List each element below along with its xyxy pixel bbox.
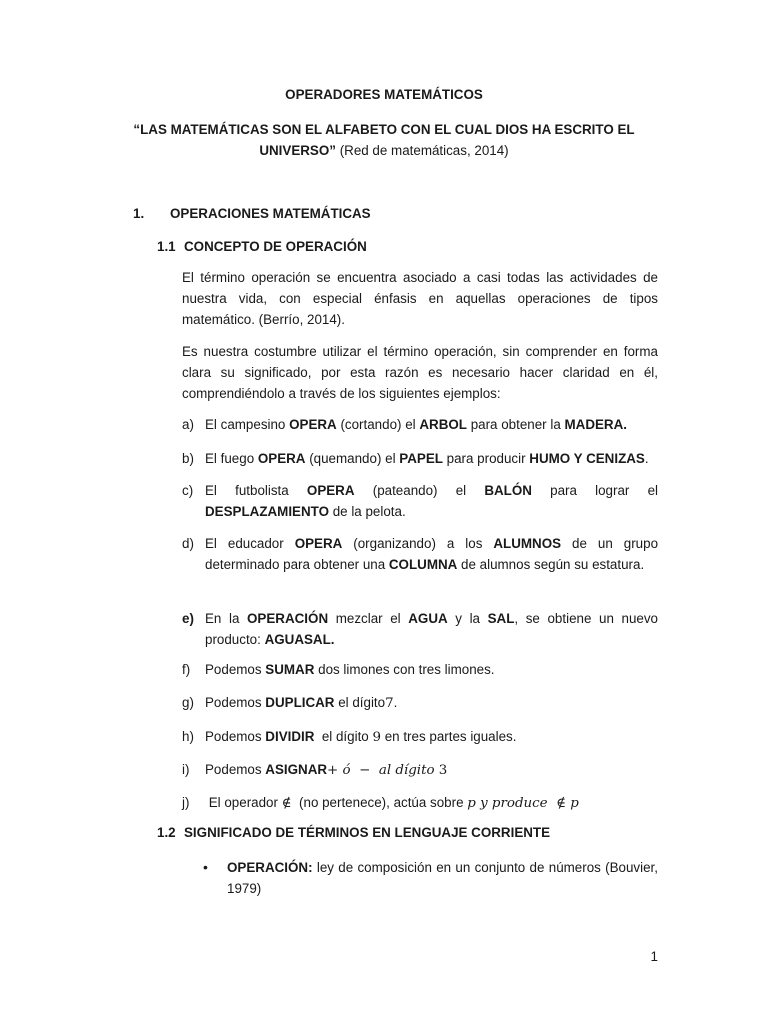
epigraph-universo: UNIVERSO” xyxy=(259,143,336,158)
paragraph-2: Es nuestra costumbre utilizar el término operación, sin comprender en forma clara su significado, por esta razón es necesario hacer claridad en él, comprendiéndolo a través de los siguientes ejemplos: xyxy=(182,344,658,401)
item-g-marker: g) xyxy=(182,695,194,710)
item-a-marker: a) xyxy=(182,417,194,432)
section-1-1-number: 1.1 xyxy=(157,239,176,254)
page-number: 1 xyxy=(650,949,658,964)
document-title: OPERADORES MATEMÁTICOS xyxy=(285,87,483,102)
epigraph-line-1: “LAS MATEMÁTICAS SON EL ALFABETO CON EL CUAL DIOS HA ESCRITO EL xyxy=(133,122,635,137)
item-i-marker: i) xyxy=(182,762,190,777)
paragraph-1: El término operación se encuentra asociado a casi todas las actividades de nuestra vida, con especial énfasis en aquellas operaciones de tipos matemático. (Berrío, 2014). xyxy=(182,270,658,327)
item-c-text: El futbolista OPERA (pateando) el BALÓN para lograr el DESPLAZAMIENTO de la pelota. xyxy=(205,483,658,519)
item-e-marker: e) xyxy=(182,611,194,626)
item-e-text: En la OPERACIÓN mezclar el AGUA y la SAL, se obtiene un nuevo producto: AGUASAL. xyxy=(205,611,658,647)
section-1-2-number: 1.2 xyxy=(157,825,176,840)
bullet-operacion-text xyxy=(227,857,658,899)
item-j-marker: j) xyxy=(182,795,190,810)
bullet-marker: • xyxy=(203,859,208,875)
section-1-heading: OPERACIONES MATEMÁTICAS xyxy=(170,206,371,221)
epigraph-citation: (Red de matemáticas, 2014) xyxy=(335,143,509,158)
section-1-2-heading: SIGNIFICADO DE TÉRMINOS EN LENGUAJE CORRIENTE xyxy=(184,825,551,840)
item-i-text: Podemos ASIGNAR+ ó − al dígito 3 xyxy=(205,762,448,778)
term-operacion: OPERACIÓN: xyxy=(227,860,313,875)
item-j-text: El operador ∉ (no pertenece), actúa sobre p y produce ∉ p xyxy=(205,795,579,811)
term-definition: ley de composición en un conjunto de números (Bouvier, 1979) xyxy=(227,860,658,896)
item-d-marker: d) xyxy=(182,536,194,551)
item-c-marker: c) xyxy=(182,483,194,498)
section-1-number: 1. xyxy=(133,206,145,221)
epigraph-line-2 xyxy=(0,140,768,161)
section-1-1-heading: CONCEPTO DE OPERACIÓN xyxy=(184,239,367,254)
item-d-text: El educador OPERA (organizando) a los ALUMNOS de un grupo determinado para obtener una COLUMNA de alumnos según su estatura. xyxy=(205,536,659,572)
item-h-text: Podemos DIVIDIR el dígito 9 en tres partes iguales. xyxy=(205,729,517,745)
item-f-text: Podemos SUMAR dos limones con tres limones. xyxy=(205,662,495,677)
item-a-text: El campesino OPERA (cortando) el ARBOL para obtener la MADERA. xyxy=(205,417,628,432)
item-g-text: Podemos DUPLICAR el dígito7. xyxy=(205,695,398,711)
item-b-text: El fuego OPERA (quemando) el PAPEL para producir HUMO Y CENIZAS. xyxy=(205,451,649,466)
item-h-marker: h) xyxy=(182,729,194,744)
item-b-marker: b) xyxy=(182,451,194,466)
item-f-marker: f) xyxy=(182,662,191,677)
